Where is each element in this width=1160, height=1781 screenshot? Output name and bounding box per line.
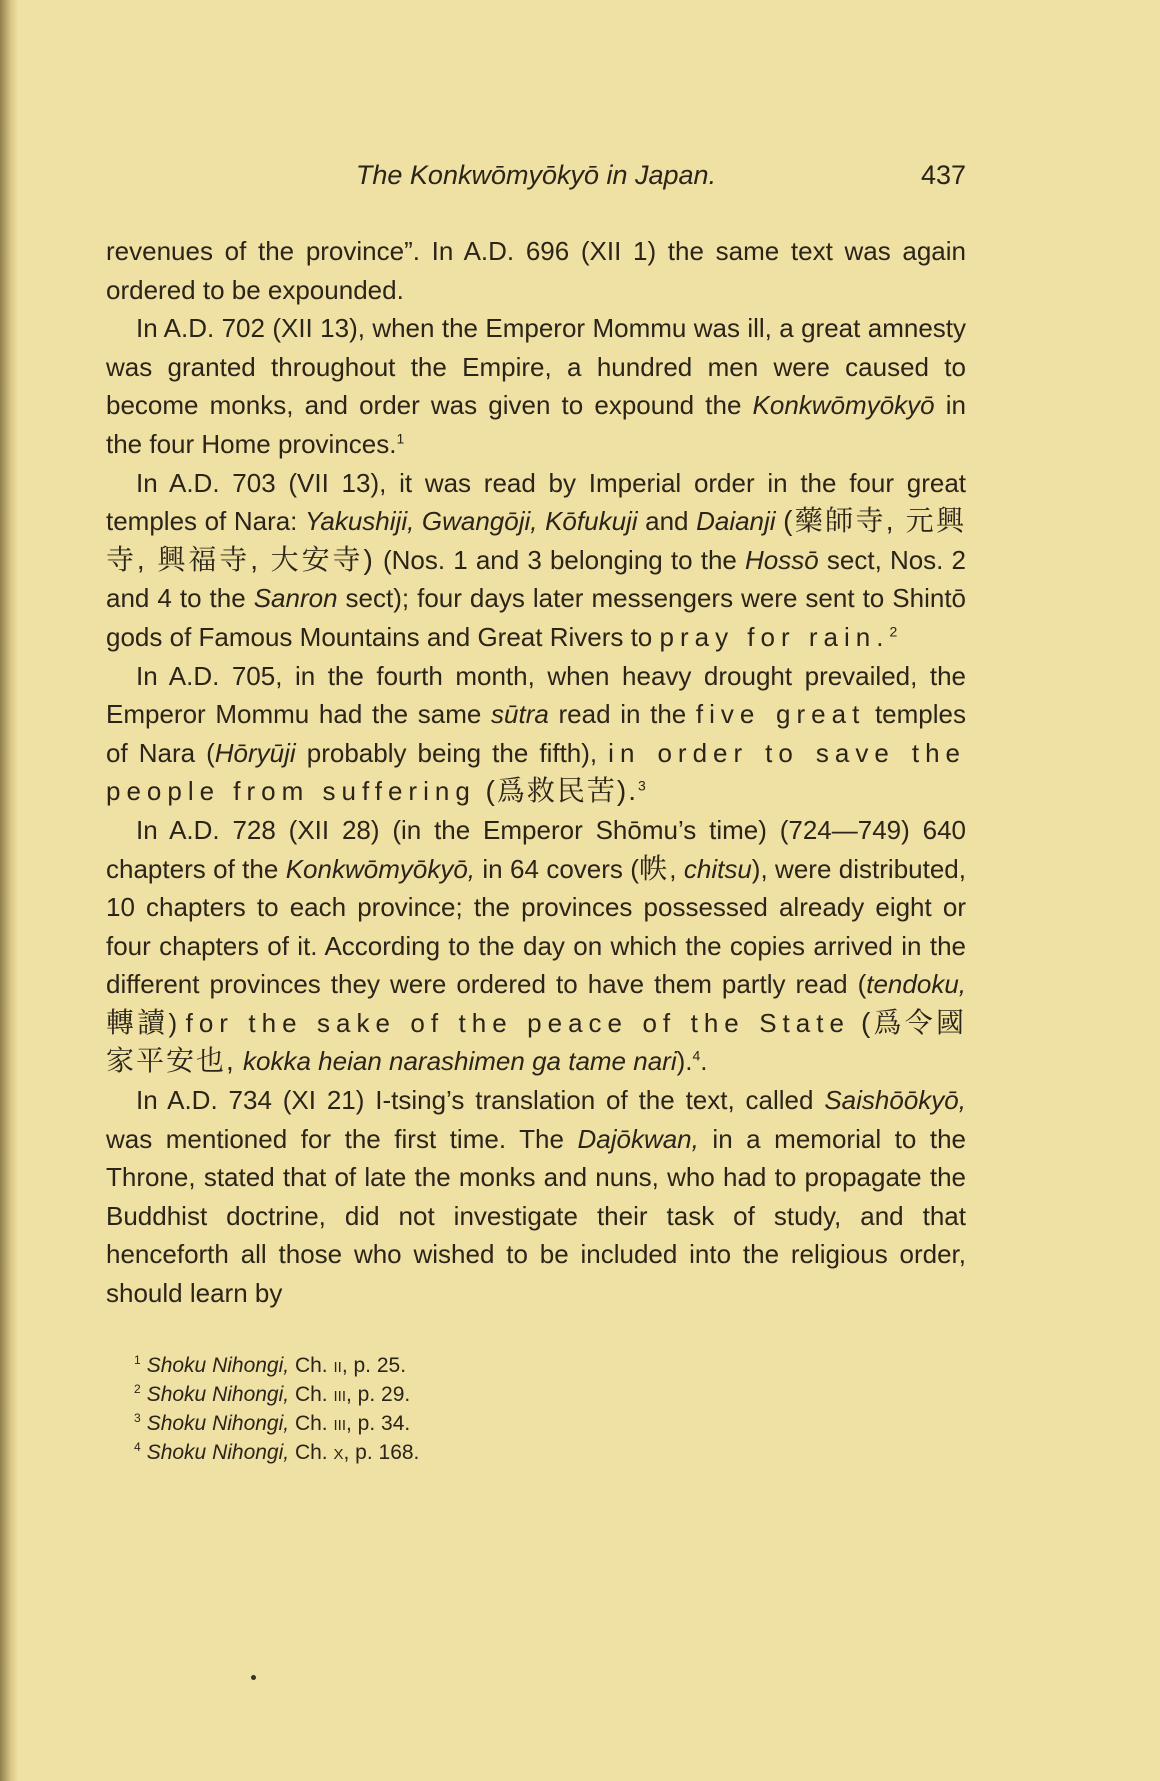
footnote-3 [134, 1409, 966, 1438]
footnote-source: Shoku Nihongi, [146, 1411, 290, 1435]
footnote-chapter: iii [333, 1382, 346, 1406]
paragraph-4-text-4: probably being the fifth), [295, 737, 609, 768]
cjk-peace-state: (爲令國家平安也, [106, 1006, 966, 1077]
footnote-ref-2: 2 [889, 623, 898, 640]
page-number: 437 [920, 160, 966, 190]
footnote-chapter-label: Ch. [289, 1382, 334, 1406]
footnotes [106, 1351, 966, 1467]
spaced-emphasis-2: in order to save the people from suffering [106, 737, 966, 807]
space [236, 1046, 243, 1076]
paragraph-5-text-2: in 64 covers ( [475, 853, 639, 884]
paragraph-3-text-4: sect); four days later messengers were sent to Shintō gods of Famous Mountains and Great Rivers to [106, 583, 966, 652]
footnote-page: , p. 29. [346, 1382, 411, 1406]
paragraph-4-text-3: temples of Nara ( [106, 699, 966, 768]
footnote-ref-1: 1 [396, 430, 405, 447]
cjk-chitsu: 帙 [638, 852, 670, 884]
footnote-ref-3: 3 [638, 777, 646, 794]
term-saishookyo: Saishōōkyō, [824, 1085, 966, 1116]
footnote-page: , p. 168. [343, 1440, 420, 1464]
spaced-emphasis-3: for the sake of the peace of the State [185, 1007, 850, 1038]
paragraph-5-text: In A.D. 728 (XII 28) (in the Emperor Shōmu’s time) (724—749) 640 chapters of the [106, 814, 966, 884]
body-text [106, 232, 966, 1313]
conjunction: and [637, 506, 697, 537]
sect-sanron: Sanron [253, 583, 338, 614]
footnote-number: 1 [134, 1352, 141, 1367]
sect-hosso: Hossō [745, 544, 819, 575]
paragraph-6-text-3: in a memorial to the Throne, stated that of late the monks and nuns, who had to propagate the Buddhist doctrine, did not investigate their task of study, and that henceforth all those who wished to be included into the religious order, should learn by [106, 1123, 966, 1309]
temple-horyuji: Hōryūji [214, 737, 296, 768]
footnote-number: 2 [134, 1381, 141, 1396]
paragraph-5-text-3: ), were distributed, 10 chapters to each province; the provinces possessed already eight or four chapters of it. According to the day on which the copies arrived in the different provinces they were ordered to have them partly read ( [106, 853, 966, 1000]
cjk-tendoku: 轉讀 [106, 1006, 169, 1038]
paragraph-3-text: In A.D. 703 (VII 13), it was read by Imperial order in the four great temples of Nara: [106, 467, 966, 537]
term-sutra: sūtra [491, 699, 549, 730]
footnote-chapter: ii [333, 1353, 342, 1377]
paragraph-2-text: In A.D. 702 (XII 13), when the Emperor Mommu was ill, a great amnesty was granted throughout the Empire, a hundred men were caused to become monks, and order was given to expound the [106, 313, 966, 421]
spaced-emphasis: pray for rain. [659, 621, 890, 652]
paragraph-4-text: In A.D. 705, in the fourth month, when heavy drought prevailed, the Emperor Mommu had the same [106, 660, 966, 730]
paragraph-4 [106, 657, 966, 811]
sutra-title-2: Konkwōmyōkyō, [285, 853, 476, 884]
paragraph-5-text-5: ). [676, 1046, 693, 1077]
footnote-page: , p. 25. [341, 1353, 407, 1377]
temple-gwangoji: Gwangōji, [421, 506, 538, 537]
book-page [106, 160, 966, 1467]
page-header [106, 160, 966, 200]
cjk-save-people: (爲救民苦). [475, 775, 638, 807]
term-tendoku: tendoku, [866, 969, 966, 1000]
footnote-chapter-label: Ch. [289, 1411, 334, 1435]
footnote-2 [134, 1380, 966, 1409]
page-edge-shadow [0, 0, 18, 1781]
paragraph-4-text-2: read in the [548, 699, 696, 730]
ink-speck [251, 1675, 256, 1680]
paragraph-6-text: In A.D. 734 (XI 21) I-tsing’s translation of the text, called [136, 1085, 825, 1116]
footnote-4 [134, 1438, 966, 1467]
footnote-1 [134, 1351, 966, 1380]
running-title: The Konkwōmyōkyō in Japan. [355, 160, 717, 190]
footnote-chapter-label: Ch. [289, 1440, 334, 1464]
footnote-chapter: x [333, 1440, 344, 1464]
footnote-number: 4 [134, 1439, 141, 1454]
term-chitsu: chitsu [683, 853, 752, 884]
footnote-number: 3 [134, 1410, 141, 1425]
separator: , [669, 853, 684, 884]
paragraph-3-text-2: (Nos. 1 and 3 belonging to the [374, 544, 746, 575]
footnote-source: Shoku Nihongi, [146, 1353, 290, 1377]
cjk-temple-names: (藥師寺, 元興寺, 興福寺, 大安寺) [106, 505, 966, 575]
footnote-chapter-label: Ch. [289, 1353, 334, 1377]
footnote-ref-4: 4 [692, 1047, 701, 1064]
paragraph-6 [106, 1081, 966, 1313]
temple-kofukuji: Kōfukuji [545, 506, 638, 537]
paragraph-5 [106, 811, 966, 1081]
footnote-source: Shoku Nihongi, [146, 1382, 290, 1406]
paragraph-5-text-4: ) [168, 1007, 186, 1038]
paragraph-2-text-end: in the four Home provinces. [106, 390, 966, 459]
paragraph-1-text: revenues of the province”. In A.D. 696 (XII 1) the same text was again ordered to be expounded. [106, 236, 966, 305]
sutra-title: Konkwōmyōkyō [752, 390, 935, 421]
paragraph-2 [106, 309, 966, 463]
spaced-emphasis-1: five great [695, 699, 866, 730]
footnote-source: Shoku Nihongi, [146, 1440, 290, 1464]
paragraph-1 [106, 232, 966, 309]
paragraph-6-text-2: was mentioned for the first time. The [106, 1123, 578, 1154]
paragraph-3-text-3: sect, Nos. 2 and 4 to the [106, 544, 967, 614]
temple-daianji: Daianji [696, 506, 776, 537]
paragraph-3 [106, 464, 966, 657]
footnote-chapter: iii [333, 1411, 346, 1435]
footnote-page: , p. 34. [346, 1411, 411, 1435]
temple-yakushiji: Yakushiji, [304, 506, 415, 537]
term-dajokwan: Dajōkwan, [577, 1123, 699, 1154]
term-kokka-heian: kokka heian narashimen ga tame nari [243, 1046, 677, 1077]
paragraph-5-end: . [700, 1046, 708, 1077]
